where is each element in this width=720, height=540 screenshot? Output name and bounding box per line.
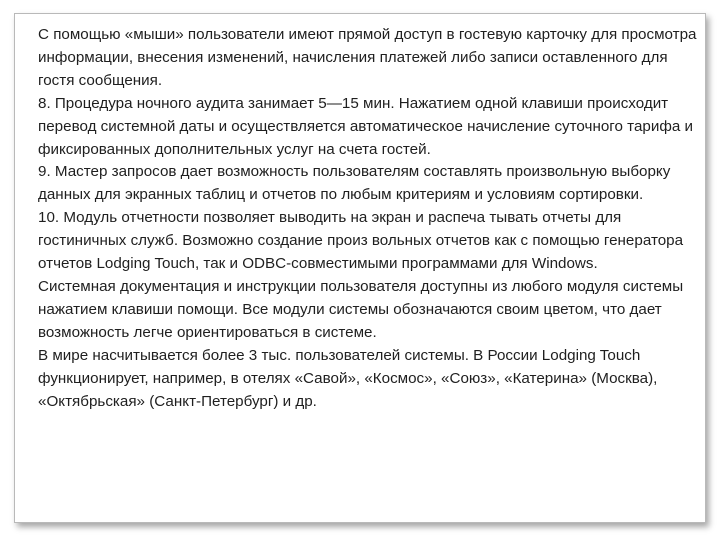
text-body xyxy=(38,24,698,413)
paragraph-users-worldwide: В мире насчитывается более 3 тыс. пользователей системы. В России Lodging Touch функционирует, например, в отелях «Савой», «Космос», «Союз», «Катерина» (Москва), «Октябрьская» (Санкт-Петербург) и др. xyxy=(38,346,658,410)
paragraph-reporting-module: 10. Модуль отчетности позволяет выводить на экран и распеча тывать отчеты для гостиничных служб. Возможно создание произ вольных отчетов как с помощью генератора отчетов Lodging Touch, так и ODBC-совместимыми программами для Windows. xyxy=(38,209,684,273)
paragraph-documentation: Системная документация и инструкции пользователя доступны из любого модуля системы нажатием клавиши помощи. Все модули системы обозначаются своим цветом, что дает возможность легче ориентироваться в системе. xyxy=(38,277,684,341)
paragraph-mouse-access: С помощью «мыши» пользователи имеют прямой доступ в гостевую карточку для просмотра информации, внесения изменений, начисления платежей либо записи оставленного для гостя сообщения. xyxy=(38,26,697,89)
paragraph-query-wizard: 9. Мастер запросов дает возможность пользователям составлять произвольную выборку данных для экранных таблиц и отчетов по любым критериям и условиям сортировки. xyxy=(38,163,671,204)
paragraph-night-audit: 8. Процедура ночного аудита занимает 5—15 мин. Нажатием одной клавиши происходит перевод системной даты и осуществляется автоматическое начисление суточного тарифа и фиксированных дополнительных услуг на счета гостей. xyxy=(38,94,693,158)
